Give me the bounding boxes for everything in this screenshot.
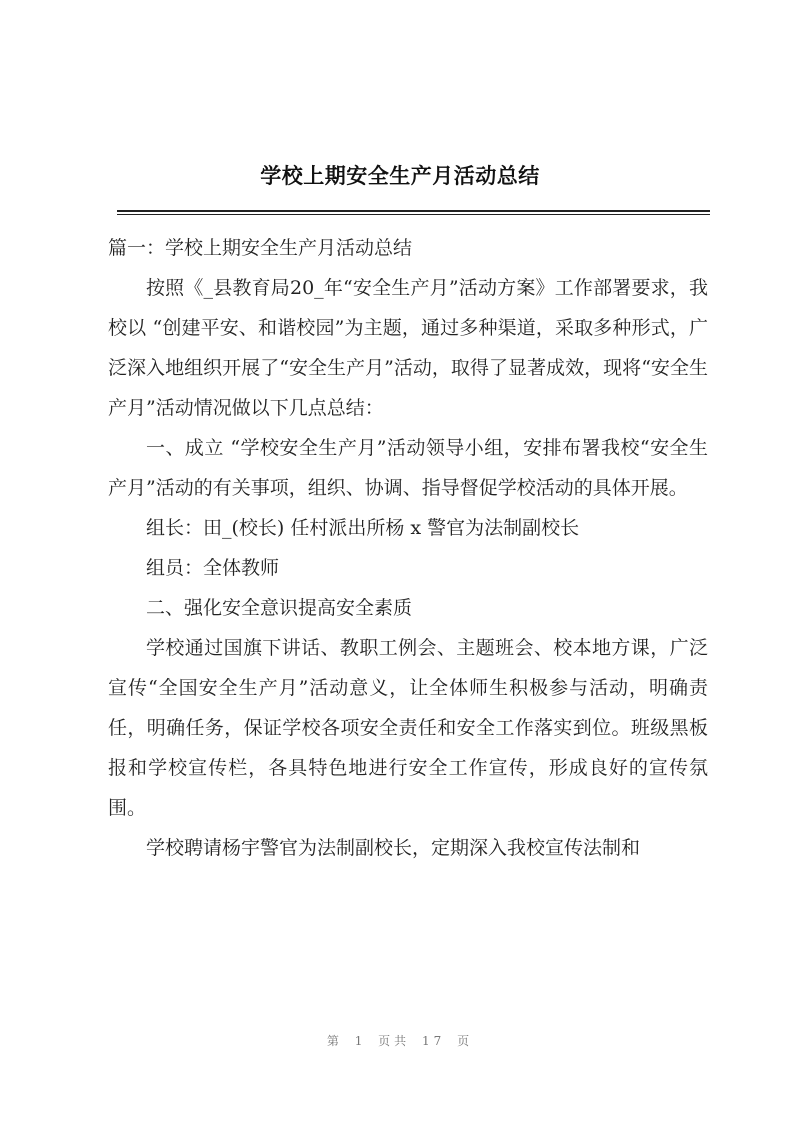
- paragraph-publicity: 学校通过国旗下讲话、教职工例会、主题班会、校本地方课，广泛宣传“全国安全生产月”活动意义，让全体师生积极参与活动，明确责任，明确任务，保证学校各项安全责任和安全工作落实到位。班级黑板报和学校宣传栏，各具特色地进行安全工作宣传，形成良好的宣传氛围。: [108, 637, 708, 819]
- document-title: 学校上期安全生产月活动总结: [260, 164, 540, 188]
- section-heading: 篇一：学校上期安全生产月活动总结: [108, 237, 413, 259]
- page-footer: [0, 1032, 800, 1049]
- footer-total-pages: 17: [422, 1034, 446, 1048]
- paragraph-group-leader: 组长：田_(校长) 任村派出所杨 x 警官为法制副校长: [146, 517, 580, 539]
- paragraph-group-members: 组员：全体教师: [146, 557, 280, 579]
- title-rule-thin: [117, 214, 710, 215]
- footer-page-number: 1: [354, 1034, 367, 1048]
- title-rule-thick: [117, 210, 710, 212]
- footer-label-page: 第: [326, 1034, 343, 1048]
- document-body: [108, 228, 708, 868]
- paragraph-point-two: 二、强化安全意识提高安全素质: [146, 597, 413, 619]
- paragraph-point-one: 一、成立 “学校安全生产月”活动领导小组，安排布署我校“安全生产月”活动的有关事项，组织、协调、指导督促学校活动的具体开展。: [108, 437, 708, 499]
- paragraph-intro: 按照《_县教育局20_年“安全生产月”活动方案》工作部署要求，我校以 “创建平安、和谐校园”为主题，通过多种渠道，采取多种形式，广泛深入地组织开展了“安全生产月”活动，取得了显著成效，现将“安全生产月”活动情况做以下几点总结：: [108, 277, 708, 419]
- footer-label-of: 页共: [378, 1034, 411, 1048]
- footer-label-pages: 页: [457, 1034, 474, 1048]
- paragraph-legal-advisor: 学校聘请杨宇警官为法制副校长，定期深入我校宣传法制和: [146, 837, 641, 859]
